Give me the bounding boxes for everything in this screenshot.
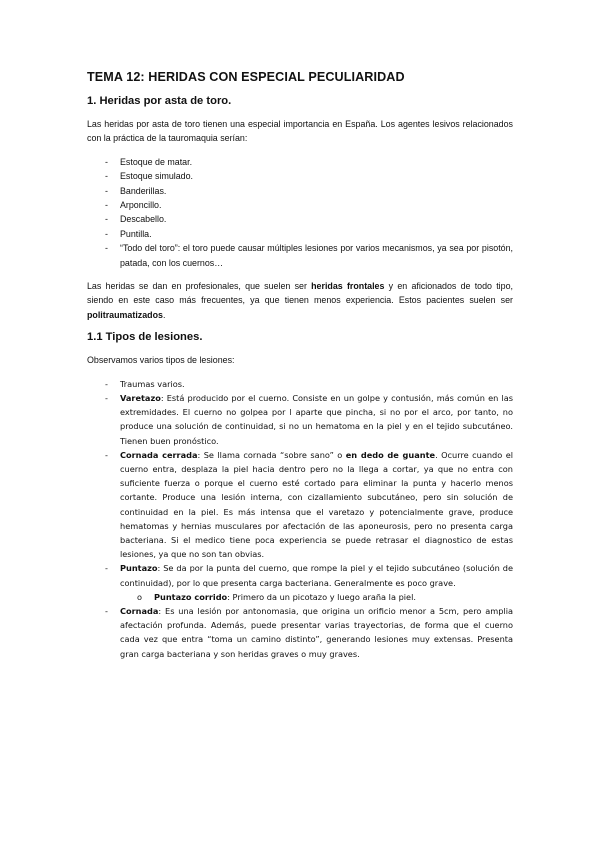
list-item-varetazo xyxy=(87,391,513,448)
term-varetazo: Varetazo xyxy=(120,392,161,403)
list-item-cornada xyxy=(87,604,513,661)
definition-text: : Primero da un picotazo y luego araña la piel. xyxy=(227,591,416,602)
definition-text: : Es una lesión por antonomasia, que origina un orificio menor a 5cm, pero amplia afectación profunda. Además, puede presentar varias trayectorias, de forma que el cuerno cada vez que entra “toma un camino distinto”, generando lesiones muy extensas. Presenta gran carga bacteriana y son heridas graves o muy graves. xyxy=(120,605,513,659)
sublist-item-puntazo-corrido xyxy=(120,590,513,604)
list-item: - Estoque simulado. xyxy=(87,169,513,183)
term-puntazo: Puntazo xyxy=(120,563,158,574)
section-1-paragraph-2 xyxy=(87,279,513,322)
section-1-1-intro: Observamos varios tipos de lesiones: xyxy=(87,355,235,366)
document-content xyxy=(87,70,513,670)
definition-text: : Se da por la punta del cuerno, que rompe la piel y el tejido subcutáneo (solución de continuidad), por lo que presenta carga bacteriana. Generalmente es poco grave. xyxy=(120,563,513,588)
term-cornada-cerrada: Cornada cerrada xyxy=(120,449,198,460)
term-cornada: Cornada xyxy=(120,605,159,616)
document-title: TEMA 12: HERIDAS CON ESPECIAL PECULIARIDAD xyxy=(87,70,405,84)
list-item-puntazo xyxy=(87,561,513,604)
section-1-1-heading: 1.1 Tipos de lesiones. xyxy=(87,331,203,344)
puntazo-sublist xyxy=(120,590,513,604)
definition-text: . Ocurre cuando el cuerno entra, desplaza la piel hacia dentro pero no la llega a cortar, ya que no entra con suficiente fuerza o porque el cuerno esté cortado para eliminar la punta y hacerlo menos cortante. Produce una lesión interna, con cizallamiento subcutáneo, pero sin solución de continuidad en la piel. Es más intensa que el varetazo y potencialmente grave, produce hematomas y hernias musculares por afectación de las aponeurosis, pero no presenta carga bacteriana. Si el medico tiene poca experiencia se puede retrasar el diagnostico de estas lesiones, ya que no son tan obvias. xyxy=(120,449,514,560)
term-dedo-de-guante: en dedo de guante xyxy=(345,449,436,460)
list-item: - Estoque de matar. xyxy=(87,155,513,169)
list-item-cornada-cerrada xyxy=(87,448,513,562)
definition-text: : Se llama cornada “sobre sano” o xyxy=(197,449,346,460)
bold-term-politraumatizados: politraumatizados xyxy=(87,309,163,320)
agents-list xyxy=(87,155,513,270)
section-1-heading: 1. Heridas por asta de toro. xyxy=(87,95,232,107)
definition-text: : Está producido por el cuerno. Consiste en un golpe y contusión, más común en las extremidades. El cuerno no golpea por l aparte que pincha, si no por el arco, por tanto, no produce una solución de continuidad, si no un hematoma en la piel y en el tejido subcutáneo. Tienen buen pronóstico. xyxy=(120,392,513,446)
list-item-traumas: - Traumas varios. xyxy=(87,377,513,391)
section-1-intro: Las heridas por asta de toro tienen una especial importancia en España. Los agentes lesivos relacionados con la práctica de la tauromaquia serían: xyxy=(87,119,513,144)
bold-term-frontales: heridas frontales xyxy=(311,281,385,292)
list-item: - “Todo del toro”: el toro puede causar múltiples lesiones por varios mecanismos, ya sea por pisotón, patada, con los cuernos… xyxy=(87,241,513,270)
paragraph-text: . xyxy=(162,309,166,320)
term-puntazo-corrido: Puntazo corrido xyxy=(154,591,228,602)
list-item: - Arponcillo. xyxy=(87,198,513,212)
paragraph-text: Las heridas se dan en profesionales, que suelen ser xyxy=(87,281,312,292)
list-item: - Descabello. xyxy=(87,212,513,226)
lesion-types-list xyxy=(87,377,513,661)
paragraph-text: y en aficionados de todo tipo, siendo en este caso más frecuentes, ya que tienen menos experiencia. Estos pacientes suelen ser xyxy=(87,281,513,306)
list-item: - Puntilla. xyxy=(87,227,513,241)
list-item: - Banderillas. xyxy=(87,184,513,198)
